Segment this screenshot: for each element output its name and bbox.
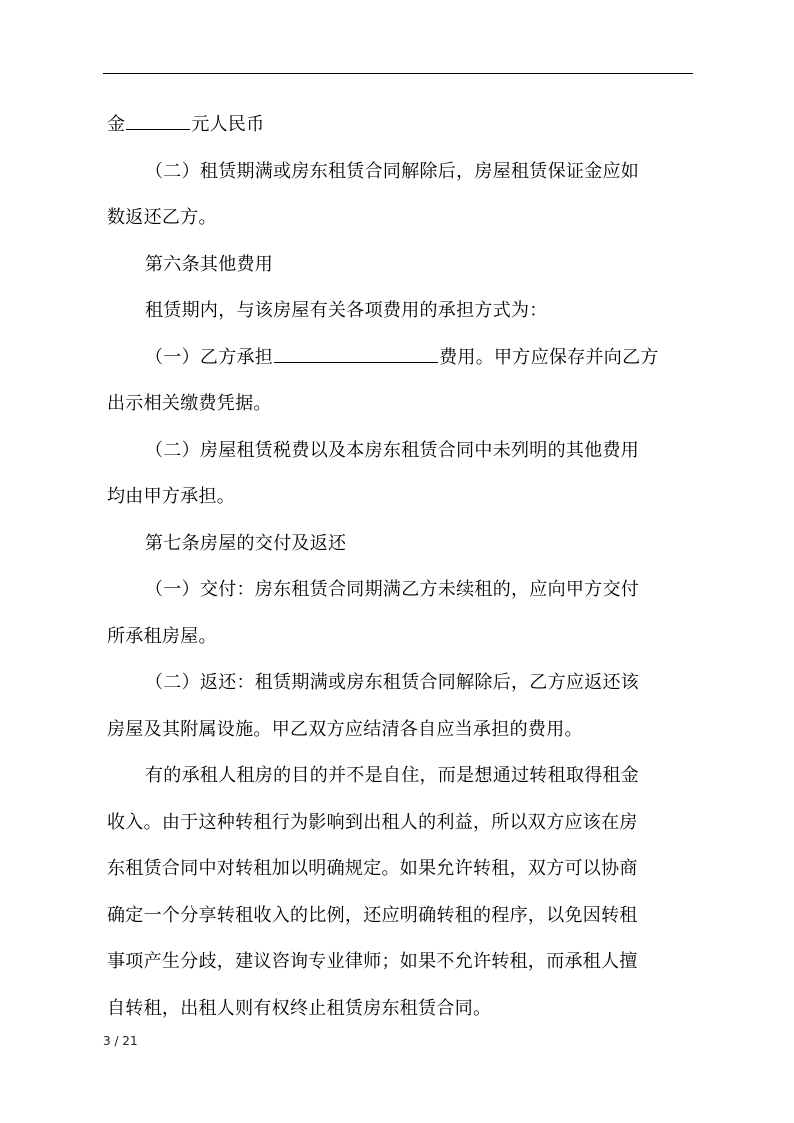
paragraph-line: 房屋及其附属设施。甲乙双方应结清各自应当承担的费用。 <box>107 718 583 740</box>
text-fragment: 费用。甲方应保存并向乙方 <box>439 346 659 368</box>
paragraph-line: 事项产生分歧，建议咨询专业律师；如果不允许转租，而承租人擅 <box>107 951 638 972</box>
paragraph-line: （二）返还：租赁期满或房东租赁合同解除后，乙方应返还该 <box>145 672 640 693</box>
paragraph-line: 出示相关缴费凭据。 <box>107 393 272 414</box>
paragraph-line: 收入。由于这种转租行为影响到出租人的利益，所以双方应该在房 <box>107 811 638 833</box>
page-number: 3 / 21 <box>103 1034 138 1048</box>
blank-field <box>126 128 190 130</box>
paragraph-line: 有的承租人租房的目的并不是自住，而是想通过转租取得租金 <box>145 765 640 786</box>
text-fragment: 金 <box>107 114 126 135</box>
header-rule <box>103 73 693 74</box>
paragraph-line: （一）交付：房东租赁合同期满乙方未续租的，应向甲方交付 <box>145 579 640 600</box>
line-deposit-amount <box>107 102 697 149</box>
paragraph-line: 所承租房屋。 <box>107 625 217 647</box>
paragraph-line: 自转租，出租人则有权终止租赁房东租赁合同。 <box>107 997 492 1019</box>
text-fragment: 元人民币 <box>191 114 265 135</box>
paragraph-line: 租赁期内，与该房屋有关各项费用的承担方式为： <box>145 300 548 321</box>
document-body <box>107 102 697 1032</box>
text-fragment: （一）乙方承担 <box>145 346 274 368</box>
blank-field <box>274 361 438 363</box>
section-heading: 第六条其他费用 <box>145 253 274 275</box>
paragraph-line: 均由甲方承担。 <box>107 486 236 507</box>
line-fee-blank <box>107 335 697 382</box>
paragraph-line: 确定一个分享转租收入的比例，还应明确转租的程序，以免因转租 <box>107 904 638 926</box>
section-heading: 第七条房屋的交付及返还 <box>145 532 347 554</box>
paragraph-line: 数返还乙方。 <box>107 207 217 228</box>
paragraph-line: （二）租赁期满或房东租赁合同解除后，房屋租赁保证金应如 <box>145 160 640 182</box>
paragraph-line: 东租赁合同中对转租加以明确规定。如果允许转租，双方可以协商 <box>107 858 638 879</box>
paragraph-line: （二）房屋租赁税费以及本房东租赁合同中未列明的其他费用 <box>145 439 640 461</box>
